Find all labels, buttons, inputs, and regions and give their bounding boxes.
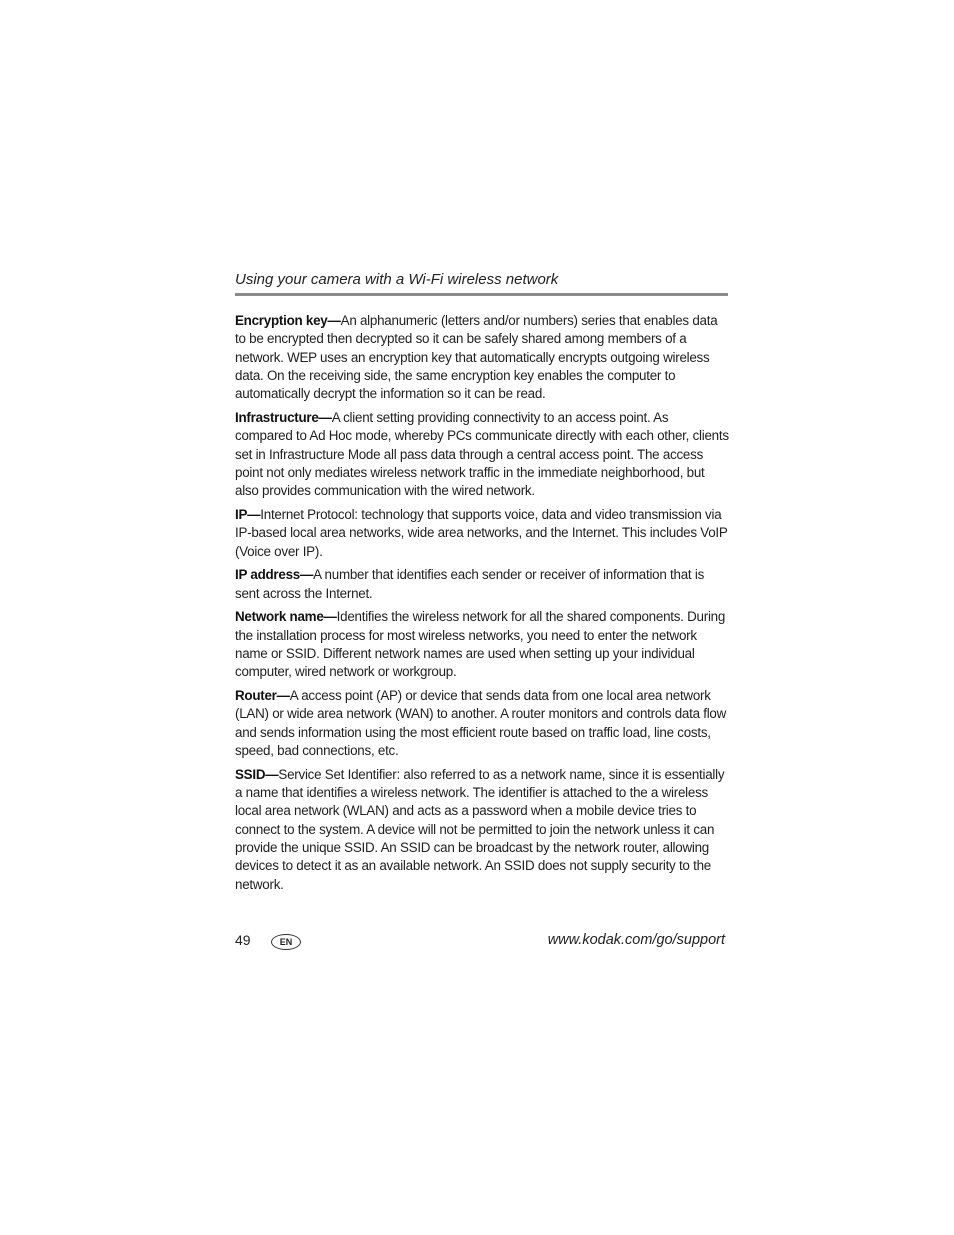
page-header [235, 270, 728, 296]
glossary-term: Infrastructure— [235, 409, 332, 425]
glossary-definition: A number that identifies each sender or receiver of information that is sent across the Internet. [235, 567, 705, 601]
page-footer [235, 931, 727, 953]
glossary-definition: Service Set Identifier: also referred to as a network name, since it is essentially a name that identifies a wireless network. The identifier is attached to the a wireless local area network (WLAN) and acts as a password when a mobile device tries to connect to the system. A device will not be permitted to join the network unless it can provide the unique SSID. An SSID can be broadcast by the network router, allowing devices to detect it as an available network. An SSID does not supply security to the network. [235, 766, 725, 892]
glossary-definition: Internet Protocol: technology that supports voice, data and video transmission via IP-based local area networks, wide area networks, and the Internet. This includes VoIP (Voice over IP). [235, 506, 728, 559]
glossary-entry-encryption-key [235, 312, 729, 403]
glossary-entry-ssid [235, 766, 729, 894]
page-title: Using your camera with a Wi-Fi wireless network [235, 271, 559, 288]
glossary-term: IP— [235, 506, 261, 522]
header-divider [235, 293, 728, 296]
glossary-entry-router [235, 687, 729, 760]
language-badge: EN [271, 934, 301, 950]
glossary-term: IP address— [235, 567, 314, 583]
glossary-entry-network-name [235, 608, 729, 681]
glossary-definition: A access point (AP) or device that sends data from one local area network (LAN) or wide area network (WAN) to another. A router monitors and controls data flow and sends information using the most efficient route based on traffic load, line costs, speed, bad connections, etc. [235, 688, 727, 759]
glossary-entry-ip-address [235, 566, 729, 603]
glossary-list [235, 312, 729, 899]
glossary-term: SSID— [235, 766, 279, 782]
support-url-link[interactable]: www.kodak.com/go/support [547, 932, 725, 948]
glossary-definition: An alphanumeric (letters and/or numbers) series that enables data to be encrypted then decrypted so it can be safely shared among members of a network. WEP uses an encryption key that automatically encrypts outgoing wireless data. On the receiving side, the same encryption key enables the computer to automatically decrypt the information so it can be read. [235, 313, 718, 402]
glossary-term: Router— [235, 688, 290, 704]
glossary-entry-ip [235, 506, 729, 561]
glossary-term: Encryption key— [235, 313, 341, 328]
glossary-definition: Identifies the wireless network for all the shared components. During the installation process for most wireless networks, you need to enter the network name or SSID. Different network names are used when setting up your individual computer, wired network or workgroup. [235, 609, 726, 680]
glossary-term: Network name— [235, 609, 337, 625]
glossary-entry-infrastructure [235, 409, 729, 500]
page-number: 49 [235, 932, 251, 948]
glossary-definition: A client setting providing connectivity to an access point. As compared to Ad Hoc mode, whereby PCs communicate directly with each other, clients set in Infrastructure Mode all pass data through a central access point. The access point not only mediates wireless network traffic in the immediate neighborhood, but also provides communication with the wired network. [235, 409, 729, 499]
